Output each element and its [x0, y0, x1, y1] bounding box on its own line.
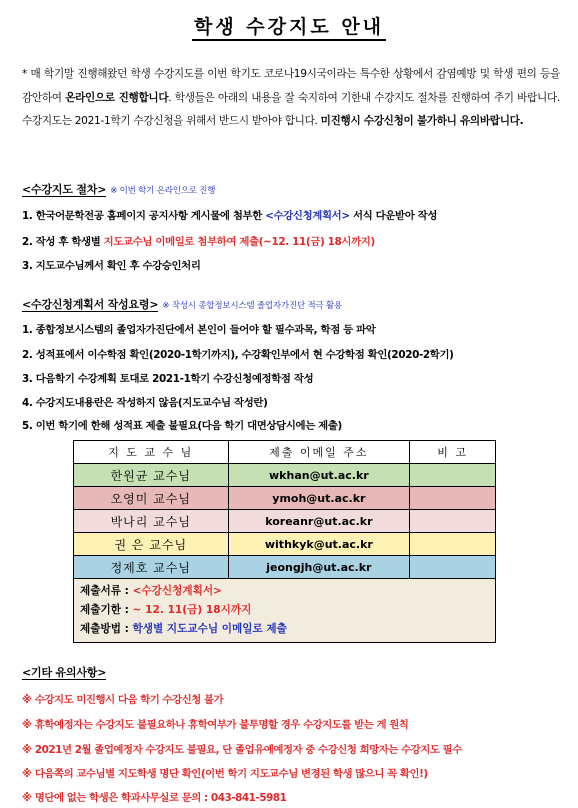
- plan-heading: [22, 296, 342, 312]
- header-email: 제출 이메일 주소: [228, 441, 410, 464]
- tutor-note: [410, 464, 496, 487]
- table-row: [74, 556, 496, 579]
- plan-note: ※ 작성시 종합정보시스템 졸업자가진단 적극 활용: [162, 301, 343, 311]
- info-doc-label: 제출서류 :: [80, 585, 133, 597]
- tutor-table: [73, 440, 496, 643]
- tutor-email: koreanr@ut.ac.kr: [228, 510, 410, 533]
- info-method: [80, 620, 489, 639]
- etc-heading: [22, 664, 106, 680]
- info-doc-value: <수강신청계획서>: [132, 585, 222, 597]
- etc-item-5: ※ 명단에 없는 학생은 학과사무실로 문의 : 043-841-5981: [22, 792, 287, 804]
- procedure-step-1-tail: 서식 다운받아 작성: [349, 210, 438, 222]
- procedure-step-2-deadline: 지도교수님 이메일로 첨부하여 제출(~12. 11(금) 18시까지): [103, 236, 375, 248]
- intro-paragraph: [22, 63, 560, 134]
- plan-heading-text: <수강신청계획서 작성요령>: [22, 298, 159, 311]
- info-method-value: 학생별 지도교수님 이메일로 제출: [132, 623, 287, 635]
- header-tutor: 지 도 교 수 님: [74, 441, 229, 464]
- info-doc: [80, 582, 489, 601]
- info-method-label: 제출방법 :: [80, 623, 133, 635]
- tutor-email: jeongjh@ut.ac.kr: [228, 556, 410, 579]
- table-row: [74, 510, 496, 533]
- submission-info-row: [74, 579, 496, 643]
- tutor-email: ymoh@ut.ac.kr: [228, 487, 410, 510]
- plan-item-2: 2. 성적표에서 이수학점 확인(2020-1학기까지), 수강확인부에서 현 수강학점 확인(2020-2학기): [22, 349, 454, 361]
- procedure-step-1-text: 1. 한국어문학전공 홈페이지 공지사항 게시물에 첨부한: [22, 210, 266, 222]
- etc-item-4: ※ 다음쪽의 교수님별 지도학생 명단 확인(이번 학기 지도교수님 변경된 학생 많으니 꼭 확인!): [22, 768, 428, 780]
- tutor-name: 정제호 교수님: [74, 556, 229, 579]
- tutor-name: 한원균 교수님: [74, 464, 229, 487]
- plan-item-5: 5. 이번 학기에 한해 성적표 제출 불필요(다음 학기 대면상담시에는 제출): [22, 420, 342, 432]
- etc-heading-text: <기타 유의사항>: [22, 666, 107, 679]
- procedure-step-3: 3. 지도교수님께서 확인 후 수강승인처리: [22, 260, 201, 272]
- procedure-heading: [22, 181, 215, 197]
- etc-item-1: ※ 수강지도 미진행시 다음 학기 수강신청 불가: [22, 694, 224, 706]
- plan-item-3: 3. 다음학기 수강계획 토대로 2021-1학기 수강신청예정학점 작성: [22, 373, 314, 385]
- tutor-note: [410, 533, 496, 556]
- tutor-name: 박나리 교수님: [74, 510, 229, 533]
- header-note: 비 고: [410, 441, 496, 464]
- tutor-email: withkyk@ut.ac.kr: [228, 533, 410, 556]
- tutor-table-header: [74, 441, 496, 464]
- info-due: [80, 601, 489, 620]
- info-due-label: 제출기한 :: [80, 604, 133, 616]
- plan-item-4: 4. 수강지도내용란은 작성하지 않음(지도교수님 작성란): [22, 397, 268, 409]
- table-row: [74, 533, 496, 556]
- tutor-note: [410, 556, 496, 579]
- tutor-note: [410, 487, 496, 510]
- procedure-heading-text: <수강지도 절차>: [22, 183, 107, 196]
- table-row: [74, 487, 496, 510]
- info-due-value: ~ 12. 11(금) 18시까지: [132, 604, 252, 616]
- intro-bold-2: 미진행시 수강신청이 불가하니 유의바랍니다.: [320, 115, 524, 127]
- intro-text-2: . 학생들은 아래의 내용을 잘 숙지하여 기한내 수강지도 절차를 진행하여 주기 바랍니다. 수강지도는 2021-1학기 수강신청을 위해서 반드시 받아야 합니다.: [22, 91, 560, 127]
- tutor-note: [410, 510, 496, 533]
- procedure-step-2: [22, 233, 375, 248]
- tutor-email: wkhan@ut.ac.kr: [228, 464, 410, 487]
- etc-item-3: ※ 2021년 2월 졸업예정자 수강지도 불필요, 단 졸업유예예정자 중 수강신청 희망자는 수강지도 필수: [22, 744, 462, 756]
- etc-item-2: ※ 휴학예정자는 수강지도 불필요하나 휴학여부가 불투명할 경우 수강지도를 받는 게 원칙: [22, 719, 409, 731]
- submission-info: [74, 579, 496, 643]
- procedure-step-1-form: <수강신청계획서>: [265, 210, 350, 222]
- procedure-step-2-text: 2. 작성 후 학생별: [22, 236, 104, 248]
- page-title-text: 학생 수강지도 안내: [192, 16, 386, 41]
- intro-text-1: * 매 학기말 진행해왔던 학생 수강지도를 이번 학기도 코로나19시국이라는 특수한 상황에서 감염예방 및 학생 편의 등을 감안하여: [22, 68, 560, 104]
- procedure-note: ※ 이번 학기 온라인으로 진행: [110, 186, 216, 196]
- plan-item-1: 1. 종합정보시스템의 졸업자가진단에서 본인이 들어야 할 필수과목, 학점 등 파악: [22, 324, 376, 336]
- page-title: [0, 12, 578, 39]
- table-row: [74, 464, 496, 487]
- tutor-name: 오영미 교수님: [74, 487, 229, 510]
- procedure-step-1: [22, 207, 437, 222]
- tutor-name: 권 은 교수님: [74, 533, 229, 556]
- intro-bold-1: 온라인으로 진행합니다: [65, 91, 169, 104]
